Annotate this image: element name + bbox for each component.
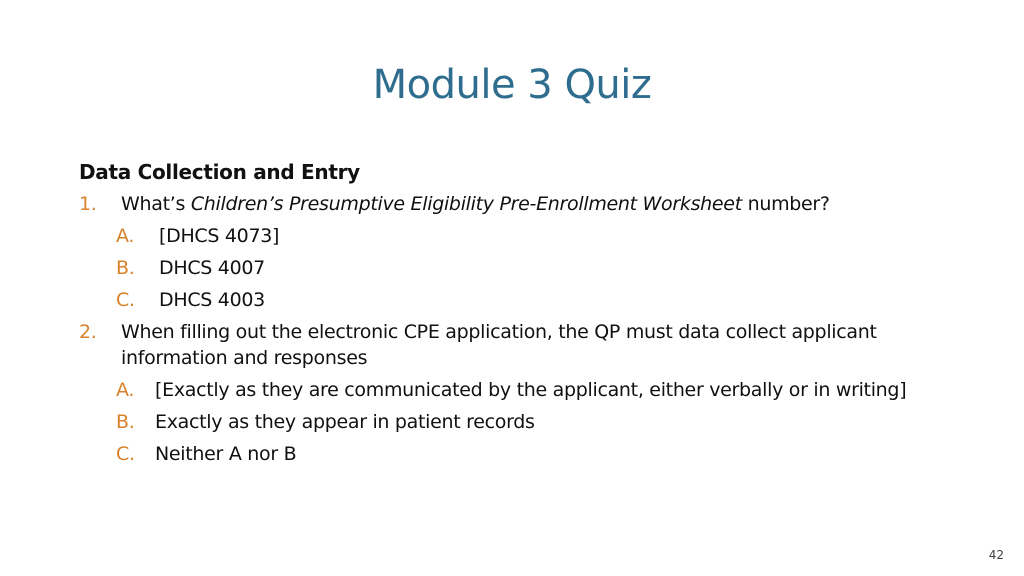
question-text-part: What’s xyxy=(121,193,191,215)
option-text: [Exactly as they are communicated by the applicant, either verbally or in writing] xyxy=(155,379,907,401)
question-1-option-c xyxy=(79,284,979,316)
question-2-option-a xyxy=(79,374,979,406)
option-text: Neither A nor B xyxy=(155,443,297,465)
question-text: When filling out the electronic CPE application, the QP must data collect applicant information and responses xyxy=(121,321,877,369)
option-letter: B. xyxy=(116,411,135,433)
question-2-option-b xyxy=(79,406,979,438)
option-text: DHCS 4007 xyxy=(159,257,265,279)
option-letter: C. xyxy=(116,443,135,465)
question-1-option-a xyxy=(79,220,979,252)
question-2-option-c xyxy=(79,438,979,470)
question-text-italic: Children’s Presumptive Eligibility Pre-Enrollment Worksheet xyxy=(190,193,742,215)
option-text: DHCS 4003 xyxy=(159,289,265,311)
option-text: Exactly as they appear in patient records xyxy=(155,411,535,433)
option-letter: A. xyxy=(116,379,135,401)
section-heading: Data Collection and Entry xyxy=(79,160,360,184)
question-1 xyxy=(79,188,979,220)
question-2 xyxy=(79,316,979,374)
option-text: [DHCS 4073] xyxy=(159,225,280,247)
question-number: 1. xyxy=(79,193,97,215)
question-text xyxy=(121,188,979,220)
question-1-option-b xyxy=(79,252,979,284)
question-number: 2. xyxy=(79,321,97,343)
quiz-content xyxy=(79,156,979,470)
page-number: 42 xyxy=(988,548,1004,562)
question-text-part: number? xyxy=(741,193,830,215)
slide-title: Module 3 Quiz xyxy=(372,62,652,108)
option-letter: C. xyxy=(116,289,135,311)
option-letter: A. xyxy=(116,225,135,247)
option-letter: B. xyxy=(116,257,135,279)
